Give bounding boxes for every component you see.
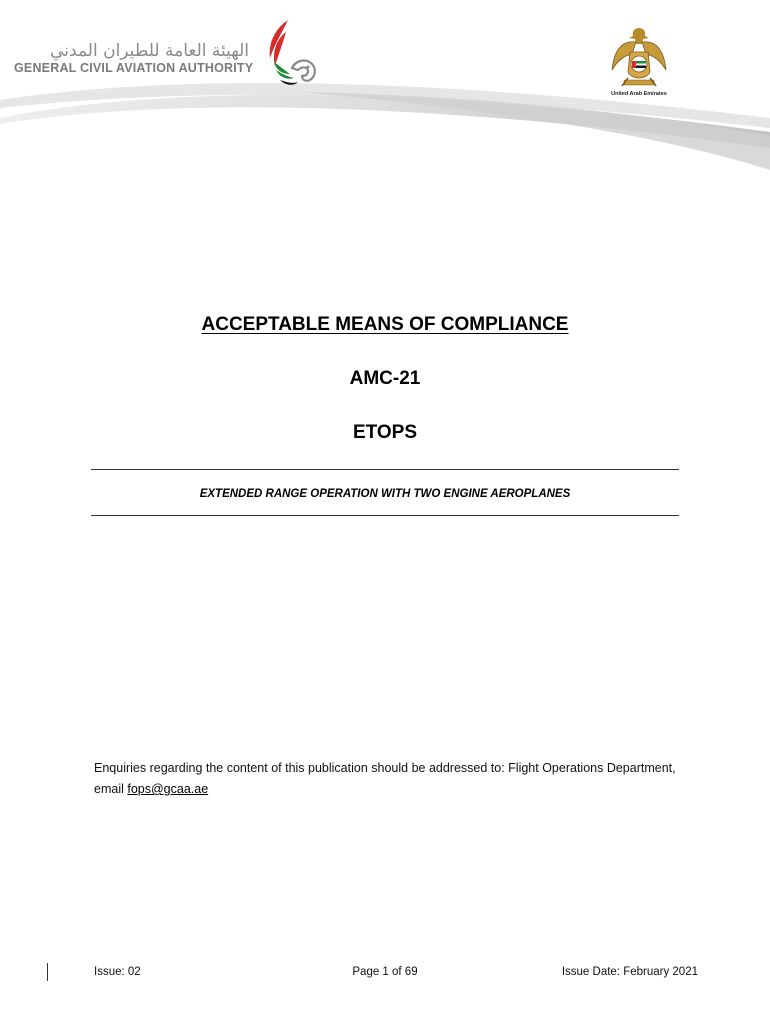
uae-emblem-icon: [608, 24, 670, 92]
bottom-divider: [91, 515, 679, 516]
enquiries-paragraph: [94, 758, 694, 800]
gcaa-arabic-name: الهيئة العامة للطيران المدني: [50, 41, 249, 61]
document-subject: ETOPS: [352, 422, 418, 443]
top-divider: [91, 469, 679, 470]
document-code: AMC-21: [349, 368, 421, 389]
footer-page-number: Page 1 of 69: [352, 966, 418, 978]
gcaa-english-name: GENERAL CIVIL AVIATION AUTHORITY: [14, 61, 254, 75]
document-subtitle: EXTENDED RANGE OPERATION WITH TWO ENGINE AEROPLANES: [199, 488, 571, 500]
document-title: ACCEPTABLE MEANS OF COMPLIANCE: [201, 314, 569, 335]
gcaa-falcon-logo-icon: [262, 18, 320, 92]
enquiries-text: Enquiries regarding the content of this publication should be addressed to: Flight Operations Department, email: [94, 761, 676, 796]
footer-issue: Issue: 02: [94, 966, 141, 978]
uae-emblem-caption: United Arab Emirates: [611, 91, 667, 97]
contact-email-link[interactable]: fops@gcaa.ae: [127, 782, 209, 796]
footer-issue-date: Issue Date: February 2021: [561, 966, 698, 978]
